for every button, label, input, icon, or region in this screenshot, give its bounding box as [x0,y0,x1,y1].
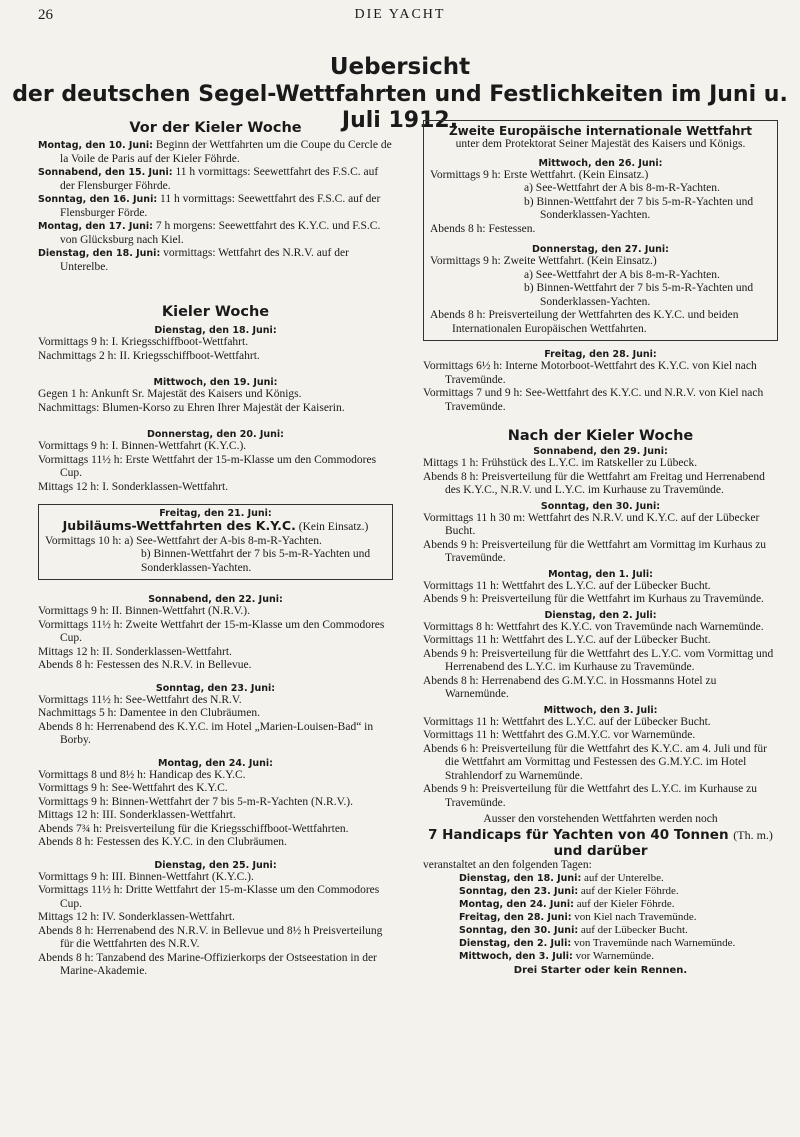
event-line: Nachmittags 5 h: Damentee in den Clubräumen. [38,707,260,719]
event-line: Mittags 12 h: III. Sonderklassen-Wettfahrt. [38,809,236,821]
left-column [38,120,393,979]
vor-entry: Montag, den 10. Juni: Beginn der Wettfahrten um die Coupe du Cercle de la Voile de Paris auf der Kieler Föhrde. [38,139,392,165]
event-subline: b) Binnen-Wettfahrt der 7 bis 5-m-R-Yachten und Sonderklassen-Yachten. [524,282,754,308]
event-line: Vormittags 11 h: Wettfahrt des G.M.Y.C. vor Warnemünde. [423,729,696,741]
day-heading: Montag, den 1. Juli: [548,568,653,580]
event-line: Vormittags 11½ h: Zweite Wettfahrt der 15-m-Klasse um den Commodores Cup. [38,618,385,644]
event-line: Abends 9 h: Preisverteilung für die Wettfahrt im Kurhaus zu Travemünde. [423,593,764,605]
event-line: Abends 8 h: Tanzabend des Marine-Offizierkorps der Ostseestation in der Marine-Akademie. [38,951,377,977]
section-heading-kieler-woche: Kieler Woche [161,304,270,320]
event-subline: b) Binnen-Wettfahrt der 7 bis 5-m-R-Yachten und Sonderklassen-Yachten. [524,195,754,221]
event-line: Abends 8 h: Festessen des K.Y.C. in den Clubräumen. [38,836,287,848]
day-heading: Sonnabend, den 29. Juni: [533,446,668,457]
handicap-title: 7 Handicaps für Yachten von 40 Tonnen (Th. m.) [428,826,773,843]
handicap-item: Montag, den 24. Juni: auf der Kieler Föhrde. [459,898,675,910]
handicap-item: Freitag, den 28. Juni: von Kiel nach Travemünde. [459,911,697,923]
event-line: Abends 7¾ h: Preisverteilung für die Kriegsschiffboot-Wettfahrten. [38,822,349,835]
event-line: Abends 8 h: Herrenabend des K.Y.C. im Hotel „Marien-Louisen-Bad“ in Borby. [38,720,374,746]
jubilaeum-box [38,504,393,580]
section-heading-vor: Vor der Kieler Woche [129,120,302,136]
jubilaeum-title: Jubiläums-Wettfahrten des K.Y.C. (Kein Einsatz.) [62,518,369,533]
event-line: Abends 8 h: Herrenabend des N.R.V. in Bellevue und 8½ h Preisverteilung für die Wettfahrten des N.R.V. [38,924,383,950]
event-line: Mittags 12 h: I. Sonderklassen-Wettfahrt. [38,480,229,493]
event-line: Vormittags 9 h: Erste Wettfahrt. (Kein Einsatz.) [430,168,649,181]
vor-entries [38,139,393,274]
handicap-title-2: und darüber [553,842,648,859]
event-line: Mittags 1 h: Frühstück des L.Y.C. im Ratskeller zu Lübeck. [423,457,698,469]
event-line: Vormittags 9 h: Zweite Wettfahrt. (Kein Einsatz.) [430,255,657,267]
event-subline: a) See-Wettfahrt der A bis 8-m-R-Yachten. [524,268,720,281]
europaeische-box [423,120,778,341]
event-line: Vormittags 9 h: III. Binnen-Wettfahrt (K.Y.C.). [38,870,254,883]
day-heading: Freitag, den 21. Juni: [159,508,272,519]
event-line: Vormittags 6½ h: Interne Motorboot-Wettfahrt des K.Y.C. von Kiel nach Travemünde. [423,360,757,386]
event-line: Vormittags 7 und 9 h: See-Wettfahrt des K.Y.C. und N.R.V. von Kiel nach Travemünde. [423,387,764,413]
event-line: Vormittags 11½ h: See-Wettfahrt des N.R.V. [38,693,242,706]
event-line: Abends 6 h: Preisverteilung für die Wettfahrt des K.Y.C. am 4. Juli und für die Wettfahrt am Vormittag und Festessen des G.M.Y.C. im Hotel Strahlendorf zu Warnemünde. [423,742,767,782]
section-heading-nach: Nach der Kieler Woche [507,428,694,444]
event-line: Vormittags 10 h: a) See-Wettfahrt der A-bis 8-m-R-Yachten. [45,534,322,547]
day-heading: Dienstag, den 25. Juni: [154,859,277,871]
handicap-item: Dienstag, den 2. Juli: von Travemünde nach Warnemünde. [459,937,736,949]
title-line-2: der deutschen Segel-Wettfahrten und Festlichkeiten im Juni u. Juli 1912. [12,81,788,133]
day-heading: Sonntag, den 30. Juni: [540,500,661,512]
day-heading: Mittwoch, den 26. Juni: [538,157,663,169]
day-heading: Donnerstag, den 27. Juni: [532,244,669,255]
event-line: Vormittags 11½ h: Dritte Wettfahrt der 15-m-Klasse um den Commodores Cup. [38,884,380,910]
handicap-intro: Ausser den vorstehenden Wettfahrten werden noch [483,813,718,825]
event-line: Mittags 12 h: II. Sonderklassen-Wettfahrt. [38,645,232,658]
event-line: Abends 8 h: Festessen des N.R.V. in Bellevue. [38,659,252,671]
event-line: Abends 9 h: Preisverteilung für die Wettfahrt des L.Y.C. vom Vormittag und Herrenabend des L.Y.C. im Kurhause zu Travemünde. [423,647,774,673]
event-line: Nachmittags 2 h: II. Kriegsschiffboot-Wettfahrt. [38,349,260,362]
day-heading: Dienstag, den 18. Juni: [154,325,277,336]
day-heading: Dienstag, den 2. Juli: [544,609,657,621]
vor-entry: Dienstag, den 18. Juni: vormittags: Wettfahrt des N.R.V. auf der Unterelbe. [38,247,349,273]
handicap-item: Mittwoch, den 3. Juli: vor Warnemünde. [459,950,654,962]
page-number: 26 [38,7,53,23]
event-line: Mittags 12 h: IV. Sonderklassen-Wettfahrt. [38,911,235,923]
event-line: Vormittags 9 h: I. Binnen-Wettfahrt (K.Y.C.). [38,440,247,452]
event-line: Abends 8 h: Preisverteilung für die Wettfahrt am Freitag und Herrenabend des K.Y.C., N.R.V. und L.Y.C. im Kurhause zu Travemünde. [423,470,765,496]
handicap-item: Sonntag, den 30. Juni: auf der Lübecker Bucht. [459,924,688,936]
page-header [38,7,762,27]
day-heading: Mittwoch, den 3. Juli: [543,704,658,716]
title-line-1: Uebersicht [329,54,471,80]
vor-entry: Sonnabend, den 15. Juni: 11 h vormittags: Seewettfahrt des F.S.C. auf der Flensburger Föhrde. [38,166,379,192]
event-line: Vormittags 9 h: See-Wettfahrt des K.Y.C. [38,782,228,794]
handicap-item: Dienstag, den 18. Juni: auf der Unterelbe. [459,872,664,884]
europaeische-subtitle: unter dem Protektorat Seiner Majestät des Kaisers und Königs. [455,138,746,150]
event-line: Vormittags 11 h: Wettfahrt des L.Y.C. auf der Lübecker Bucht. [423,634,711,646]
day-heading: Montag, den 24. Juni: [158,757,273,769]
handicap-item: Sonntag, den 23. Juni: auf der Kieler Föhrde. [459,885,679,897]
handicap-closing: Drei Starter oder kein Rennen. [513,965,688,976]
vor-entry: Sonntag, den 16. Juni: 11 h vormittags: Seewettfahrt des F.S.C. auf der Flensburger Förde. [38,193,381,219]
event-line: Vormittags 9 h: Binnen-Wettfahrt der 7 bis 5-m-R-Yachten (N.R.V.). [38,795,353,808]
event-subline: b) Binnen-Wettfahrt der 7 bis 5-m-R-Yachten und Sonderklassen-Yachten. [141,548,371,574]
event-line: Abends 9 h: Preisverteilung für die Wettfahrt des L.Y.C. im Kurhause zu Travemünde. [423,783,757,809]
vor-entry: Montag, den 17. Juni: 7 h morgens: Seewettfahrt des K.Y.C. und F.S.C. von Glücksburg nach Kiel. [38,220,381,246]
event-line: Abends 8 h: Herrenabend des G.M.Y.C. in Hossmanns Hotel zu Warnemünde. [423,674,717,700]
event-line: Abends 9 h: Preisverteilung für die Wettfahrt am Vormittag im Kurhaus zu Travemünde. [423,538,767,564]
event-line: Vormittags 8 h: Wettfahrt des K.Y.C. von Travemünde nach Warnemünde. [423,620,764,633]
event-line: Vormittags 11 h: Wettfahrt des L.Y.C. auf der Lübecker Bucht. [423,715,711,728]
event-line: Vormittags 11 h: Wettfahrt des L.Y.C. auf der Lübecker Bucht. [423,579,711,592]
event-line: Vormittags 11½ h: Erste Wettfahrt der 15-m-Klasse um den Commodores Cup. [38,453,377,479]
running-title: DIE YACHT [354,7,446,22]
event-line: Vormittags 9 h: I. Kriegsschiffboot-Wettfahrt. [38,336,249,348]
day-heading: Freitag, den 28. Juni: [544,349,657,360]
event-line: Abends 8 h: Preisverteilung der Wettfahrten des K.Y.C. und beiden Internationalen Europäischen Wettfahrten. [430,309,739,335]
handicap-lead: veranstaltet an den folgenden Tagen: [423,858,592,871]
event-line: Vormittags 11 h 30 m: Wettfahrt des N.R.V. und K.Y.C. auf der Lübecker Bucht. [423,511,760,537]
right-column [423,120,778,976]
day-heading: Mittwoch, den 19. Juni: [153,377,278,388]
europaeische-title: Zweite Europäische internationale Wettfahrt [448,124,753,138]
event-line: Nachmittags: Blumen-Korso zu Ehren Ihrer Majestät der Kaiserin. [38,401,345,414]
event-line: Abends 8 h: Festessen. [430,222,536,235]
day-heading: Sonntag, den 23. Juni: [155,682,276,694]
handicap-list [423,872,778,963]
event-line: Vormittags 9 h: II. Binnen-Wettfahrt (N.R.V.). [38,605,251,617]
event-line: Gegen 1 h: Ankunft Sr. Majestät des Kaisers und Königs. [38,388,302,400]
day-heading: Sonnabend, den 22. Juni: [148,594,283,605]
event-line: Vormittags 8 und 8½ h: Handicap des K.Y.C. [38,768,246,781]
event-subline: a) See-Wettfahrt der A bis 8-m-R-Yachten. [524,182,720,194]
day-heading: Donnerstag, den 20. Juni: [147,429,284,440]
